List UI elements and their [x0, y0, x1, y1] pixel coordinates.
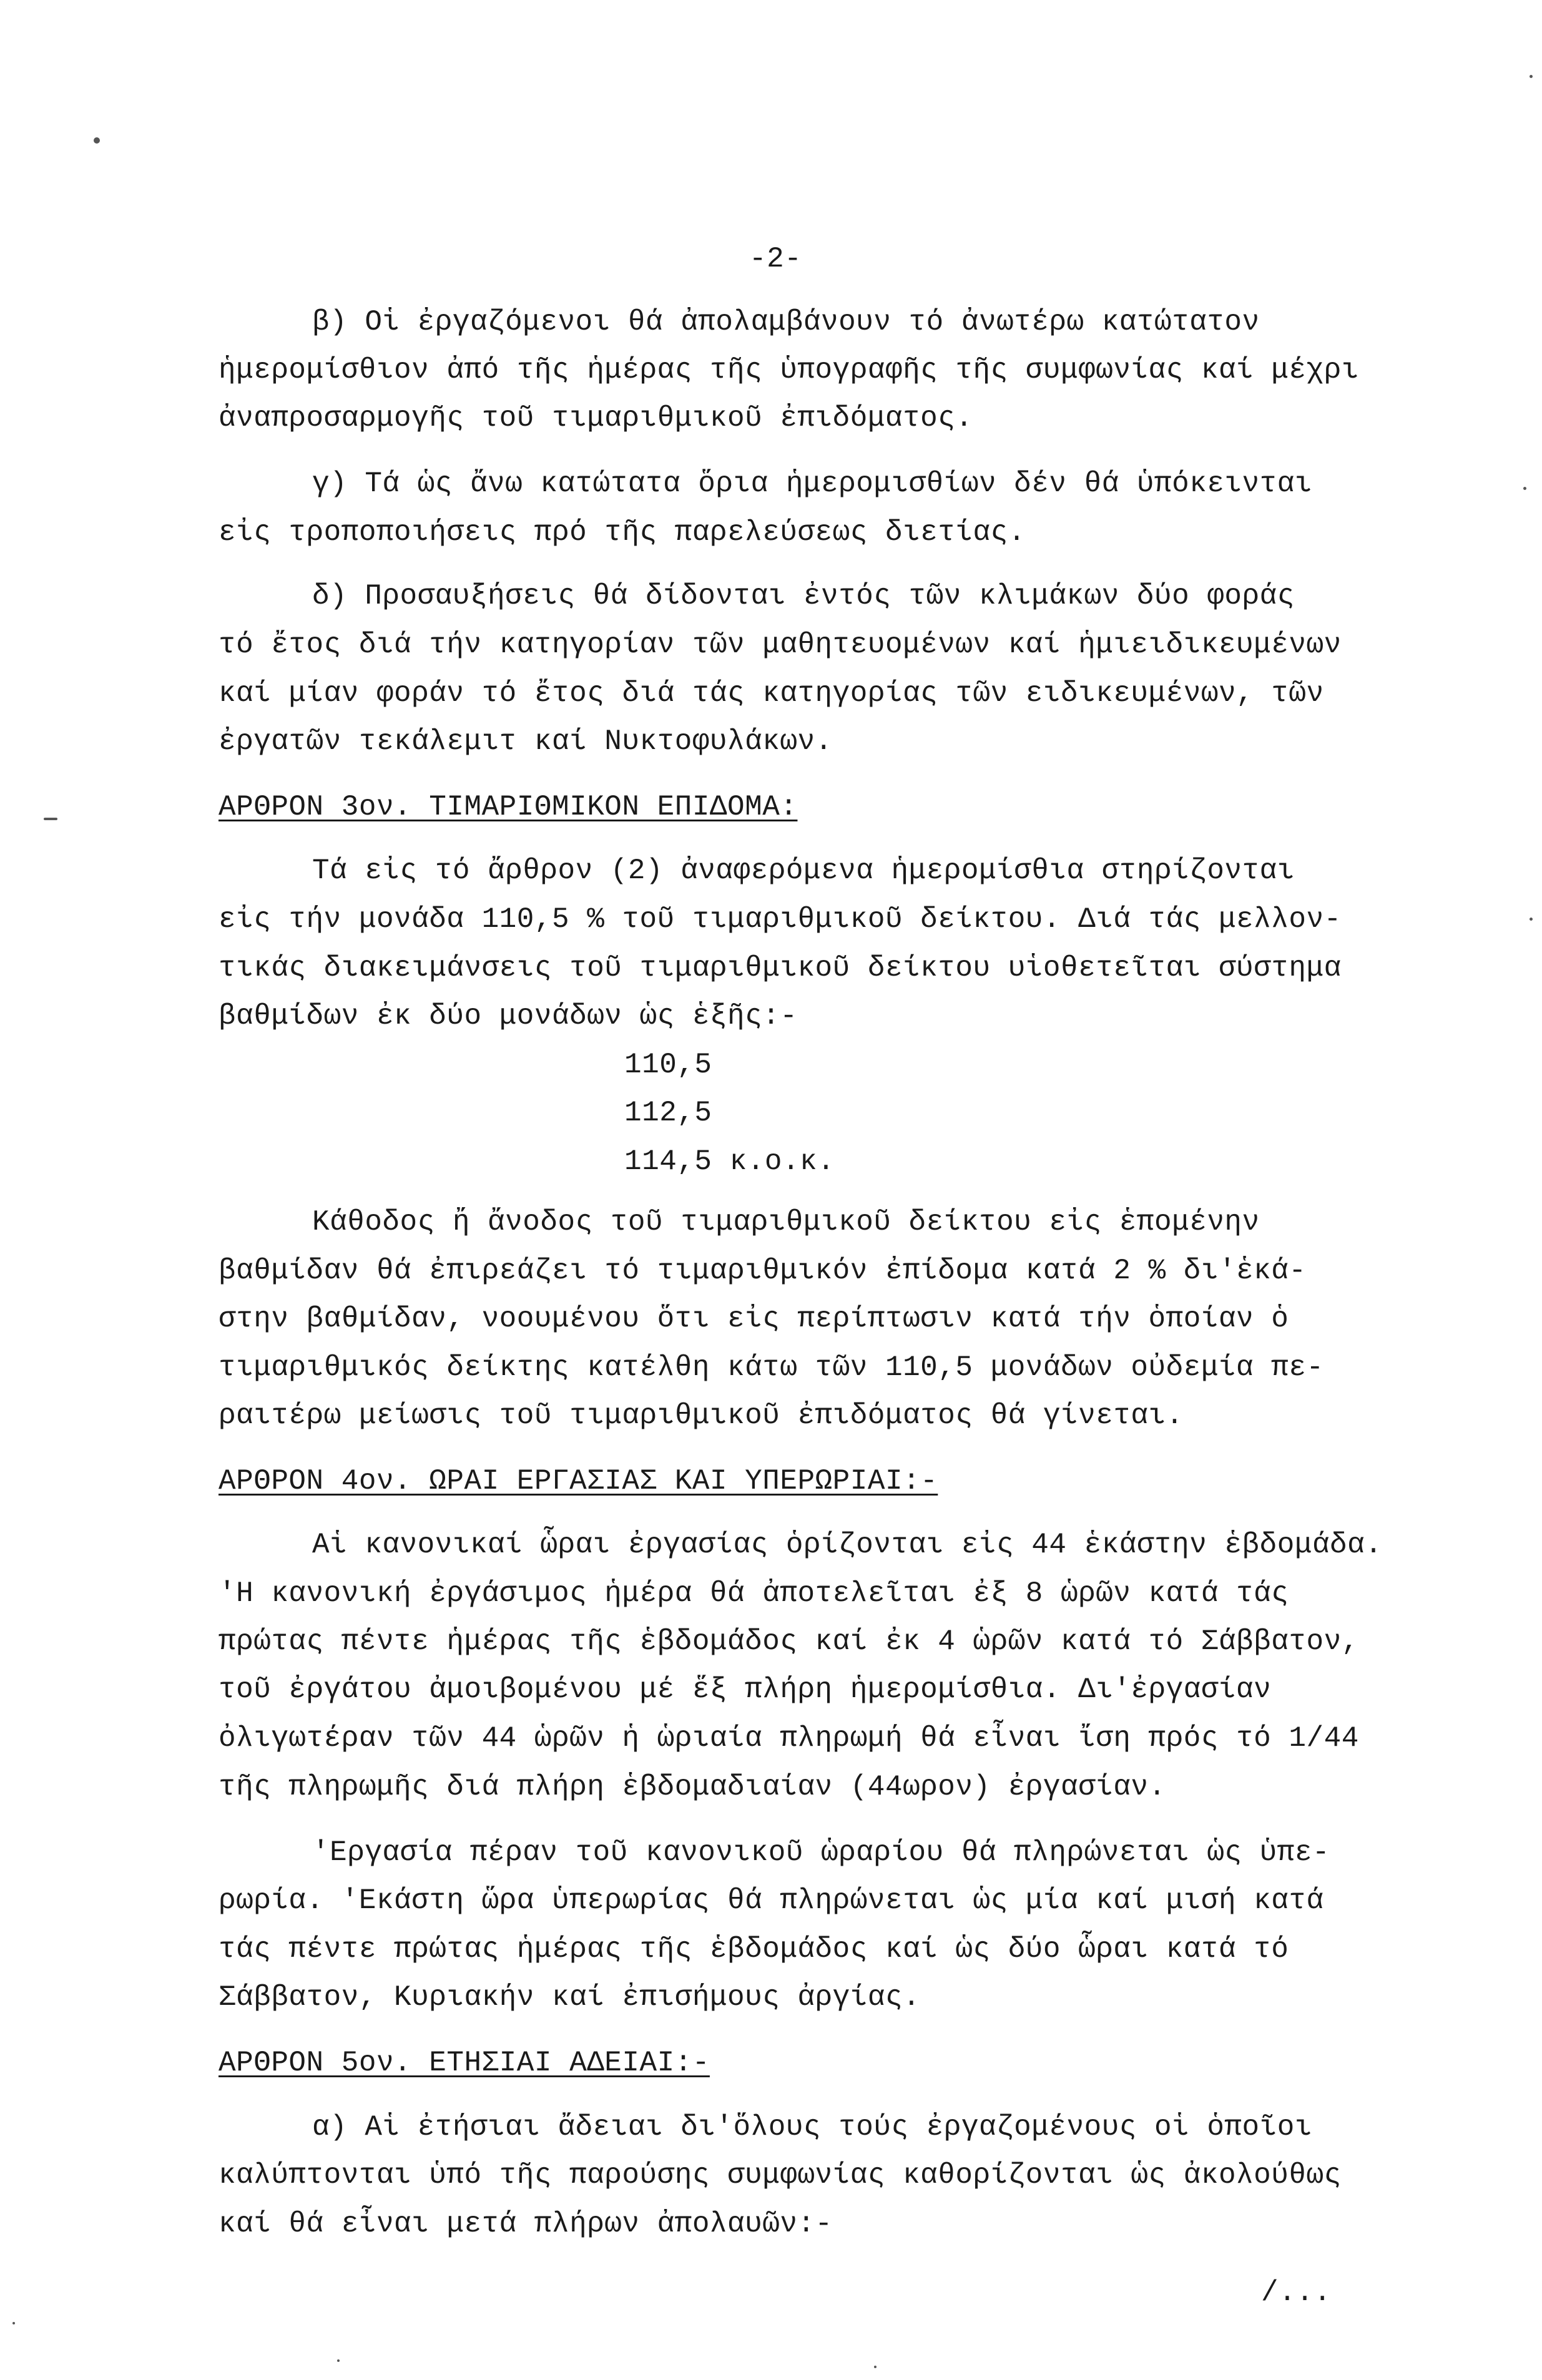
text-line: Κάθοδος ἤ ἄνοδος τοῦ τιμαριθμικοῦ δείκτου εἰς ἑπομένην [312, 1206, 1260, 1238]
text-line: καί μίαν φοράν τό ἔτος διά τάς κατηγορίας τῶν ειδικευμένων, τῶν [219, 677, 1324, 710]
text-line: α) Αἱ ἐτήσιαι ἄδειαι δι'ὅλους τούς ἐργαζομένους οἱ ὁποῖοι [312, 2111, 1312, 2143]
scan-speck [874, 2366, 877, 2368]
text-line: τοῦ ἐργάτου ἀμοιβομένου μέ ἕξ πλήρη ἡμερομίσθια. Δι'ἐργασίαν [219, 1673, 1272, 1706]
text-line: τῆς πληρωμῆς διά πλήρη ἑβδομαδιαίαν (44ωρον) ἐργασίαν. [219, 1771, 1166, 1803]
scale-value: 112,5 [624, 1097, 712, 1129]
text-line: ραιτέρω μείωσις τοῦ τιμαριθμικοῦ ἐπιδόματος θά γίνεται. [219, 1399, 1184, 1432]
text-line: τικάς διακειμάνσεις τοῦ τιμαριθμικοῦ δείκτου υἱοθετεῖται σύστημα [219, 952, 1342, 984]
text-line: καλύπτονται ὑπό τῆς παρούσης συμφωνίας καθορίζονται ὡς ἀκολούθως [219, 2159, 1342, 2191]
scan-speck [1523, 487, 1526, 490]
text-line: ἐργατῶν τεκάλεμιτ καί Νυκτοφυλάκων. [219, 725, 833, 758]
article-5-heading: ΑΡΘΡΟΝ 5ον. ΕΤΗΣΙΑΙ ΑΔΕΙΑΙ:- [219, 2047, 710, 2079]
text-line: ὀλιγωτέραν τῶν 44 ὡρῶν ἡ ὡριαία πληρωμή θά εἶναι ἴση πρός τό 1/44 [219, 1722, 1359, 1755]
text-line: τάς πέντε πρώτας ἡμέρας τῆς ἑβδομάδος καί ὡς δύο ὧραι κατά τό [219, 1933, 1289, 1966]
scan-speck [337, 2359, 340, 2362]
article-3-heading: ΑΡΘΡΟΝ 3ον. ΤΙΜΑΡΙΘΜΙΚΟΝ ΕΠΙΔΟΜΑ: [219, 791, 798, 823]
continuation-mark: /... [1261, 2276, 1332, 2309]
text-line: Σάββατον, Κυριακήν καί ἐπισήμους ἀργίας. [219, 1981, 921, 2014]
text-line: βαθμίδων ἐκ δύο μονάδων ὡς ἑξῆς:- [219, 1000, 798, 1032]
text-line: καί θά εἶναι μετά πλήρων ἀπολαυῶν:- [219, 2208, 833, 2240]
text-line: εἰς τροποποιήσεις πρό τῆς παρελεύσεως διετίας. [219, 516, 1026, 549]
page-number: -2- [749, 243, 802, 275]
scan-speck [1530, 918, 1533, 921]
text-line: γ) Τά ὡς ἄνω κατώτατα ὅρια ἡμερομισθίων δέν θά ὑπόκεινται [312, 468, 1312, 500]
text-line: 'Εργασία πέραν τοῦ κανονικοῦ ὡραρίου θά πληρώνεται ὡς ὑπε- [312, 1836, 1330, 1869]
text-line: πρώτας πέντε ἡμέρας τῆς ἑβδομάδος καί ἐκ 4 ὡρῶν κατά τό Σάββατον, [219, 1625, 1359, 1658]
text-line: δ) Προσαυξήσεις θά δίδονται ἐντός τῶν κλιμάκων δύο φοράς [312, 580, 1295, 612]
text-line: β) Οἱ ἐργαζόμενοι θά ἀπολαμβάνουν τό ἀνωτέρω κατώτατον [312, 306, 1260, 338]
text-line: Τά εἰς τό ἄρθρον (2) ἀναφερόμενα ἡμερομίσθια στηρίζονται [312, 855, 1295, 887]
scale-value: 114,5 κ.ο.κ. [624, 1145, 835, 1178]
scan-speck [1530, 75, 1533, 78]
text-line: ἀναπροσαρμογῆς τοῦ τιμαριθμικοῦ ἐπιδόματος. [219, 402, 973, 434]
text-line: βαθμίδαν θά ἐπιρεάζει τό τιμαριθμικόν ἐπίδομα κατά 2 % δι'ἑκά- [219, 1255, 1307, 1287]
text-line: ρωρία. 'Εκάστη ὥρα ὑπερωρίας θά πληρώνεται ὡς μία καί μισή κατά [219, 1884, 1324, 1917]
scan-speck [94, 137, 100, 144]
scan-speck [12, 2322, 15, 2324]
text-line: εἰς τήν μονάδα 110,5 % τοῦ τιμαριθμικοῦ δείκτου. Διά τάς μελλον- [219, 903, 1342, 936]
scan-speck [44, 818, 57, 820]
text-line: τό ἔτος διά τήν κατηγορίαν τῶν μαθητευομένων καί ἡμιειδικευμένων [219, 629, 1342, 661]
text-line: τιμαριθμικός δείκτης κατέλθη κάτω τῶν 110,5 μονάδων οὐδεμία πε- [219, 1351, 1324, 1384]
text-line: στην βαθμίδαν, νοουμένου ὅτι εἰς περίπτωσιν κατά τήν ὁποίαν ὁ [219, 1303, 1289, 1335]
text-line: ἡμερομίσθιον ἀπό τῆς ἡμέρας τῆς ὑπογραφῆς τῆς συμφωνίας καί μέχρι [219, 354, 1359, 386]
article-4-heading: ΑΡΘΡΟΝ 4ον. ΩΡΑΙ ΕΡΓΑΣΙΑΣ ΚΑΙ ΥΠΕΡΩΡΙΑΙ:- [219, 1465, 938, 1497]
text-line: 'Η κανονική ἐργάσιμος ἡμέρα θά ἀποτελεῖται ἐξ 8 ὡρῶν κατά τάς [219, 1577, 1289, 1610]
text-line: Αἱ κανονικαί ὧραι ἐργασίας ὁρίζονται εἰς 44 ἑκάστην ἑβδομάδα. [312, 1529, 1383, 1561]
scale-value: 110,5 [624, 1049, 712, 1081]
